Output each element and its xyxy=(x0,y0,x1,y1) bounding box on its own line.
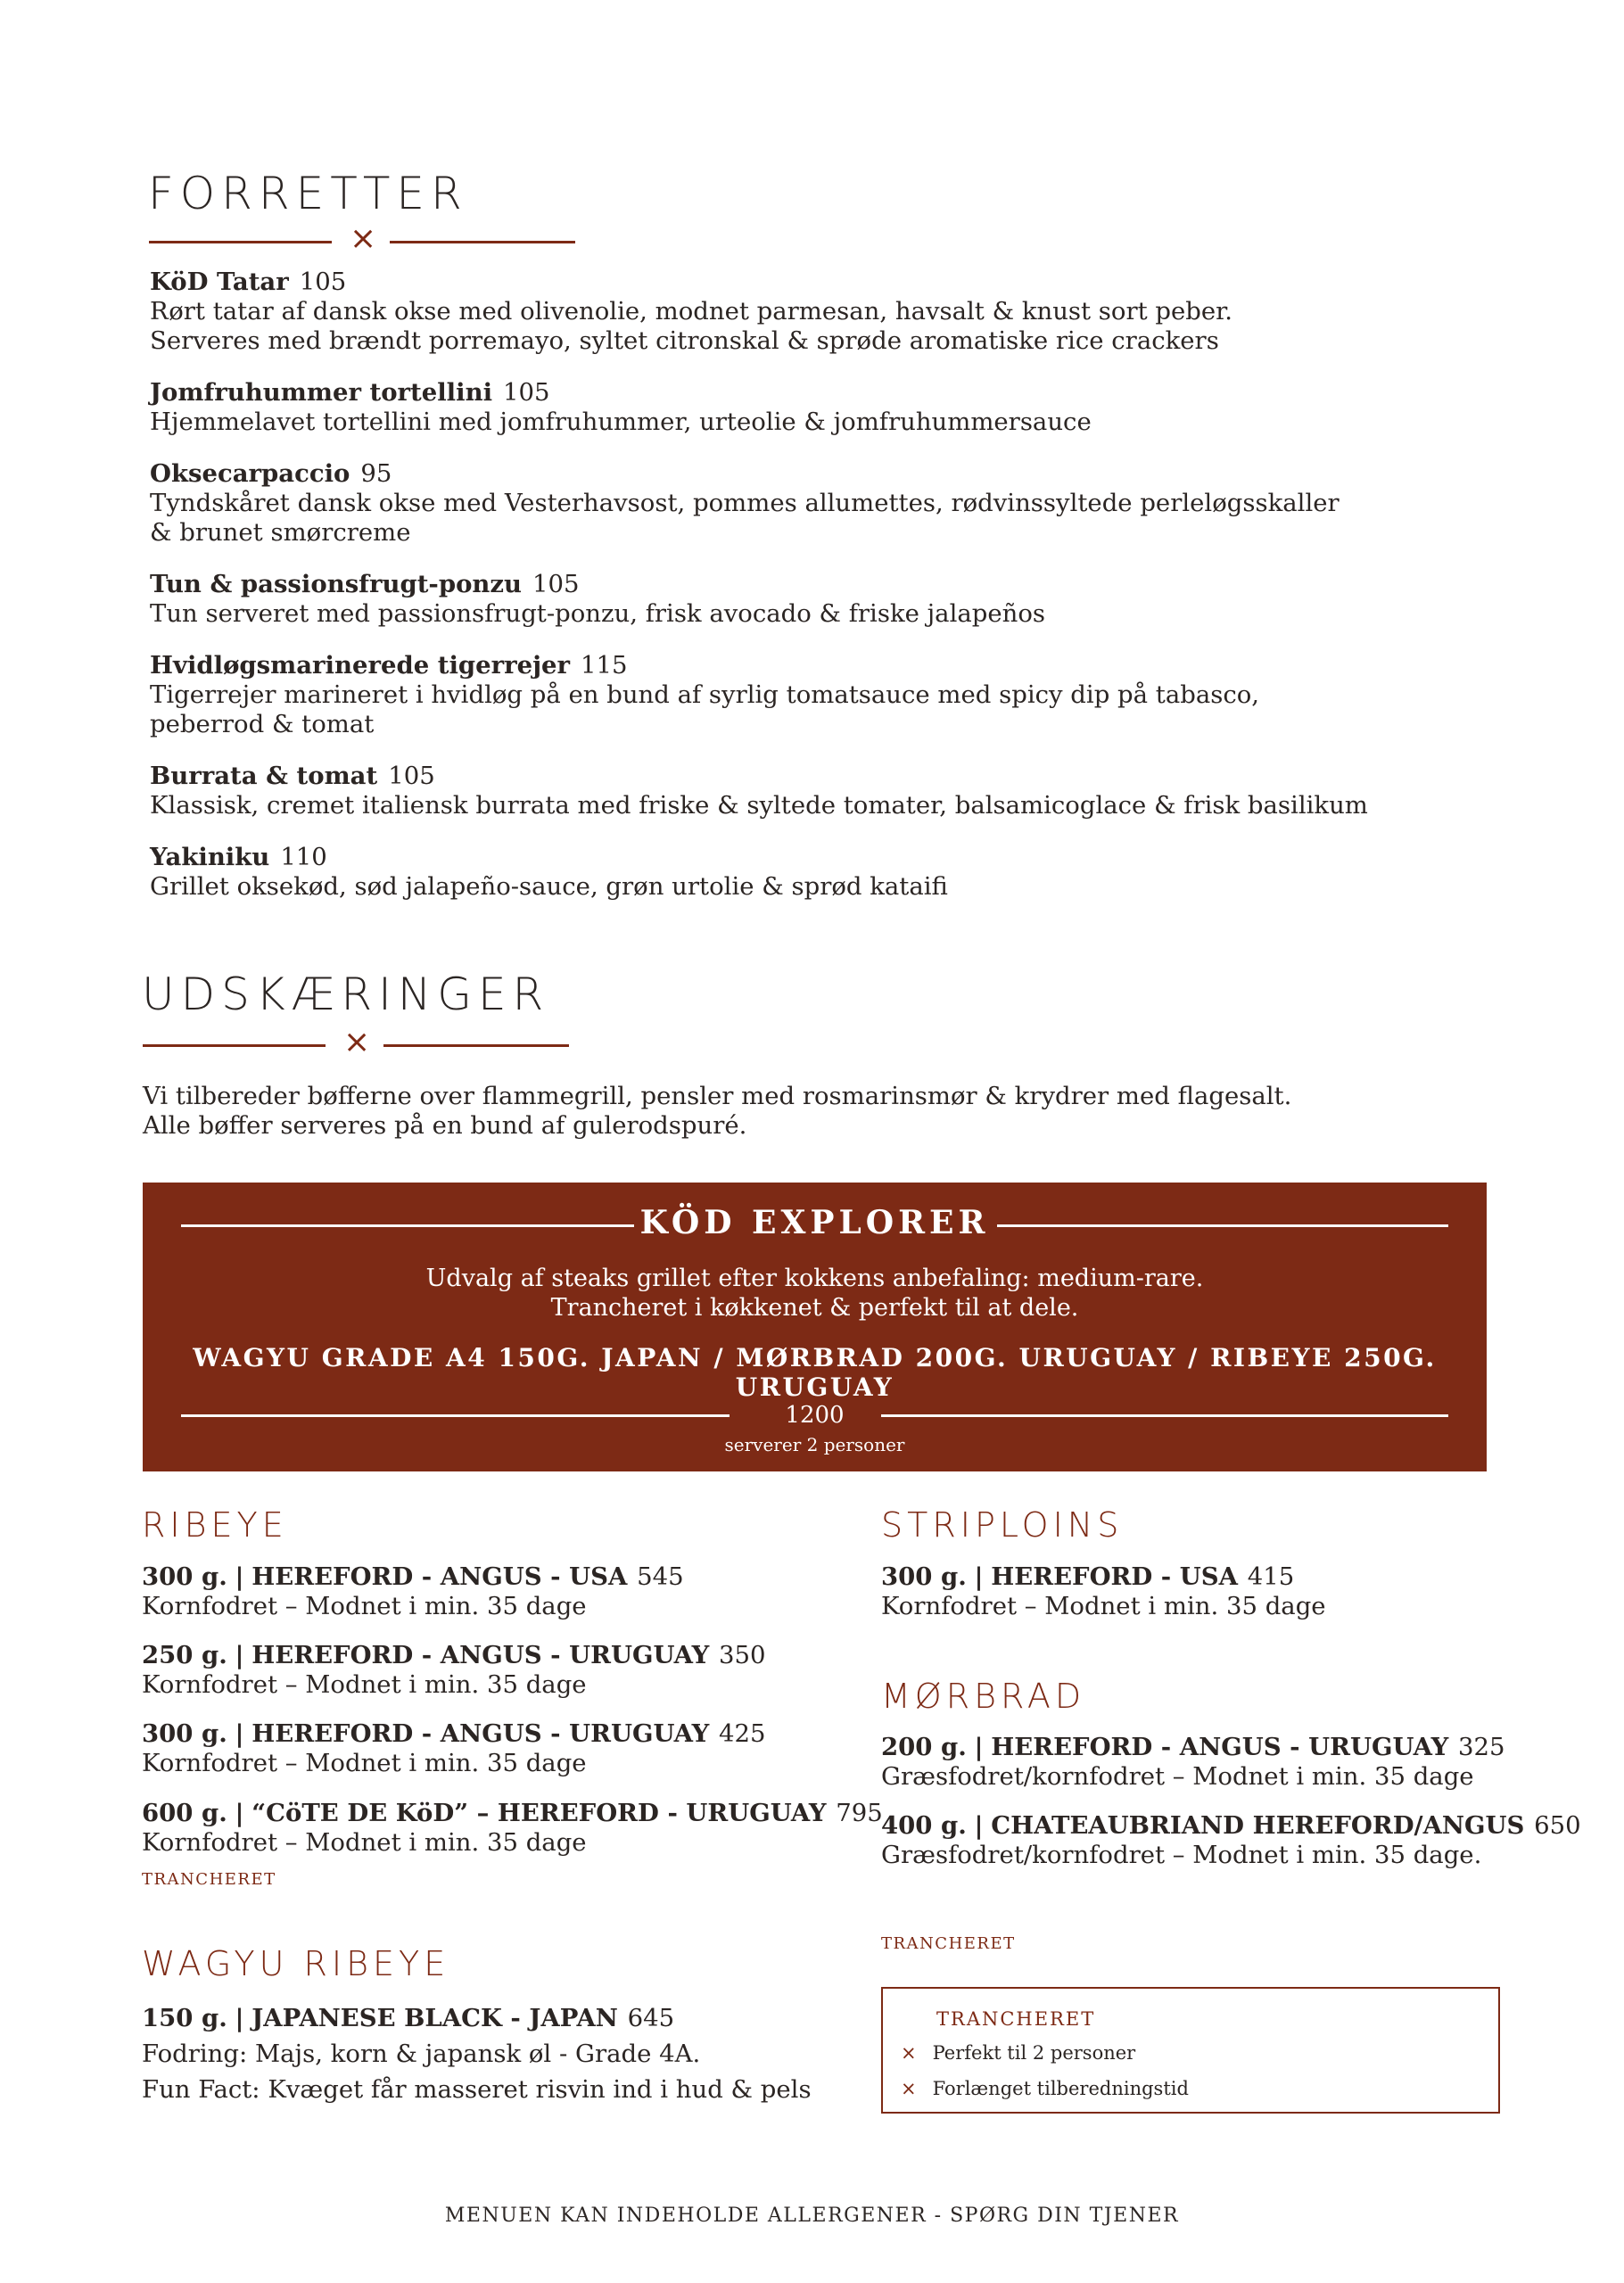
cut-name: HEREFORD - ANGUS - URUGUAY xyxy=(251,1719,710,1748)
item-description: Tyndskåret dansk okse med Vesterhavsost, pommes allumettes, rødvinssyltede perleløgsskaller & brunet smørcreme xyxy=(150,489,1340,547)
cut-price: 545 xyxy=(637,1562,684,1591)
item-name: Oksecarpaccio xyxy=(150,459,350,488)
cut-weight: 400 g. xyxy=(881,1811,967,1840)
cut-separator: | xyxy=(235,1719,244,1748)
explorer-price: 1200 xyxy=(785,1402,845,1429)
cut-separator: | xyxy=(235,1562,244,1591)
legend-box xyxy=(881,1987,1500,2114)
category-title-striploins: STRIPLOINS xyxy=(881,1505,1124,1545)
cut-separator: | xyxy=(974,1733,984,1761)
udskaeringer-intro: Vi tilbereder bøfferne over flammegrill, pensler med rosmarinsmør & krydrer med flagesalt. Alle bøffer serveres på en bund af gulerodspuré. xyxy=(143,1082,1292,1140)
menu-item xyxy=(150,762,1488,820)
kod-explorer-box xyxy=(143,1183,1487,1471)
cut-item xyxy=(881,1811,1581,1870)
cut-weight: 300 g. xyxy=(142,1719,227,1748)
cut-name: CHATEAUBRIAND HEREFORD/ANGUS xyxy=(991,1811,1525,1840)
trancheret-tag: TRANCHERET xyxy=(142,1870,276,1889)
cut-weight: 150 g. xyxy=(142,2004,227,2032)
section-divider xyxy=(143,1024,569,1060)
cut-price: 650 xyxy=(1534,1811,1581,1840)
explorer-rule-right xyxy=(997,1224,1448,1227)
menu-item xyxy=(150,378,1488,437)
item-price: 105 xyxy=(532,570,580,598)
explorer-price-rule-right xyxy=(881,1414,1448,1417)
cut-weight: 300 g. xyxy=(142,1562,227,1591)
x-icon: × xyxy=(901,2042,917,2064)
cut-item xyxy=(881,1562,1326,1621)
cut-item xyxy=(142,1719,765,1778)
cut-description: Kornfodret – Modnet i min. 35 dage xyxy=(142,1749,587,1777)
cut-weight: 200 g. xyxy=(881,1733,967,1761)
cut-separator: | xyxy=(974,1562,984,1591)
cut-description: Kornfodret – Modnet i min. 35 dage xyxy=(881,1592,1326,1620)
item-description: Klassisk, cremet italiensk burrata med friske & syltede tomater, balsamicoglace & frisk basilikum xyxy=(150,791,1368,820)
cut-name: HEREFORD - USA xyxy=(991,1562,1238,1591)
explorer-cuts: WAGYU GRADE A4 150G. JAPAN / MØRBRAD 200G. URUGUAY / RIBEYE 250G. URUGUAY xyxy=(193,1343,1437,1402)
explorer-title: KÖD EXPLORER xyxy=(639,1204,990,1241)
wagyu-feeding: Fodring: Majs, korn & japansk øl - Grade 4A. xyxy=(142,2040,701,2068)
item-name: Jomfruhummer tortellini xyxy=(150,378,493,407)
cut-weight: 600 g. xyxy=(142,1799,227,1827)
item-name: Hvidløgsmarinerede tigerrejer xyxy=(150,651,571,680)
item-name: KöD Tatar xyxy=(150,268,289,296)
cut-description: Kornfodret – Modnet i min. 35 dage xyxy=(142,1828,587,1857)
menu-item xyxy=(150,843,1488,902)
item-price: 105 xyxy=(503,378,550,407)
trancheret-tag: TRANCHERET xyxy=(881,1934,1016,1953)
explorer-description: Udvalg af steaks grillet efter kokkens anbefaling: medium-rare. Trancheret i køkkenet & perfekt til at dele. xyxy=(425,1265,1204,1322)
item-price: 115 xyxy=(581,651,628,680)
x-icon: × xyxy=(901,2078,917,2099)
section-title-forretter: FORRETTER xyxy=(148,168,468,219)
item-price: 110 xyxy=(280,843,327,871)
divider-x-icon: × xyxy=(350,220,377,257)
menu-item xyxy=(150,570,1488,629)
legend-title: TRANCHERET xyxy=(936,2008,1096,2030)
legend-row-label: Forlænget tilberedningstid xyxy=(932,2078,1189,2099)
legend-row-label: Perfekt til 2 personer xyxy=(932,2042,1136,2064)
cut-separator: | xyxy=(235,1641,244,1669)
cut-item xyxy=(142,1562,684,1621)
allergen-footer: MENUEN KAN INDEHOLDE ALLERGENER - SPØRG DIN TJENER xyxy=(444,2205,1180,2227)
cut-price: 415 xyxy=(1247,1562,1295,1591)
category-title-wagyu: WAGYU RIBEYE xyxy=(142,1944,450,1983)
cut-name: HEREFORD - ANGUS - URUGUAY xyxy=(251,1641,710,1669)
cut-weight: 250 g. xyxy=(142,1641,227,1669)
cut-description: Kornfodret – Modnet i min. 35 dage xyxy=(142,1592,587,1620)
section-title-udskaeringer: UDSKÆRINGER xyxy=(142,968,550,1020)
cut-separator: | xyxy=(235,2004,244,2032)
item-name: Tun & passionsfrugt-ponzu xyxy=(150,570,523,598)
wagyu-fun-fact: Fun Fact: Kvæget får masseret risvin ind i hud & pels xyxy=(142,2075,812,2104)
item-price: 105 xyxy=(299,268,347,296)
legend-row xyxy=(901,2078,1189,2099)
cut-item xyxy=(142,1641,765,1700)
cut-name: HEREFORD - ANGUS - USA xyxy=(251,1562,628,1591)
forretter-list xyxy=(150,268,1488,924)
item-price: 95 xyxy=(360,459,392,488)
cut-price: 795 xyxy=(836,1799,883,1827)
cut-description: Kornfodret – Modnet i min. 35 dage xyxy=(142,1670,587,1699)
cut-separator: | xyxy=(974,1811,984,1840)
item-description: Rørt tatar af dansk okse med olivenolie, modnet parmesan, havsalt & knust sort peber. Serveres med brændt porremayo, syltet citronskal & sprøde aromatiske rice crackers xyxy=(150,297,1233,355)
section-divider xyxy=(149,220,575,257)
cut-name: JAPANESE BLACK - JAPAN xyxy=(251,2004,618,2032)
legend-row xyxy=(901,2042,1135,2064)
menu-item xyxy=(150,459,1488,548)
cut-price: 325 xyxy=(1457,1733,1505,1761)
cut-weight: 300 g. xyxy=(881,1562,967,1591)
cut-item xyxy=(142,1799,883,1858)
cut-separator: | xyxy=(235,1799,244,1827)
cut-name: “CöTE DE KöD” – HEREFORD - URUGUAY xyxy=(251,1799,827,1827)
divider-x-icon: × xyxy=(343,1024,371,1060)
item-description: Tun serveret med passionsfrugt-ponzu, frisk avocado & friske jalapeños xyxy=(150,599,1046,628)
cut-description: Græsfodret/kornfodret – Modnet i min. 35 dage. xyxy=(881,1841,1482,1869)
cut-item xyxy=(881,1733,1504,1792)
item-price: 105 xyxy=(388,762,435,790)
cut-item xyxy=(142,2000,812,2107)
category-title-ribeye: RIBEYE xyxy=(142,1505,288,1545)
item-name: Yakiniku xyxy=(150,843,270,871)
item-description: Tigerrejer marineret i hvidløg på en bund af syrlig tomatsauce med spicy dip på tabasco, peberrod & tomat xyxy=(150,680,1260,738)
item-name: Burrata & tomat xyxy=(150,762,378,790)
menu-item xyxy=(150,268,1488,356)
cut-price: 645 xyxy=(627,2004,675,2032)
cut-price: 350 xyxy=(718,1641,766,1669)
cut-description: Græsfodret/kornfodret – Modnet i min. 35 dage xyxy=(881,1762,1474,1791)
category-title-morbrad: MØRBRAD xyxy=(881,1677,1086,1716)
item-description: Hjemmelavet tortellini med jomfruhummer, urteolie & jomfruhummersauce xyxy=(150,408,1092,436)
menu-item xyxy=(150,651,1488,739)
explorer-serves: serverer 2 personer xyxy=(724,1434,905,1455)
cut-name: HEREFORD - ANGUS - URUGUAY xyxy=(991,1733,1449,1761)
item-description: Grillet oksekød, sød jalapeño-sauce, grøn urtolie & sprød kataifi xyxy=(150,872,948,901)
cut-price: 425 xyxy=(718,1719,766,1748)
